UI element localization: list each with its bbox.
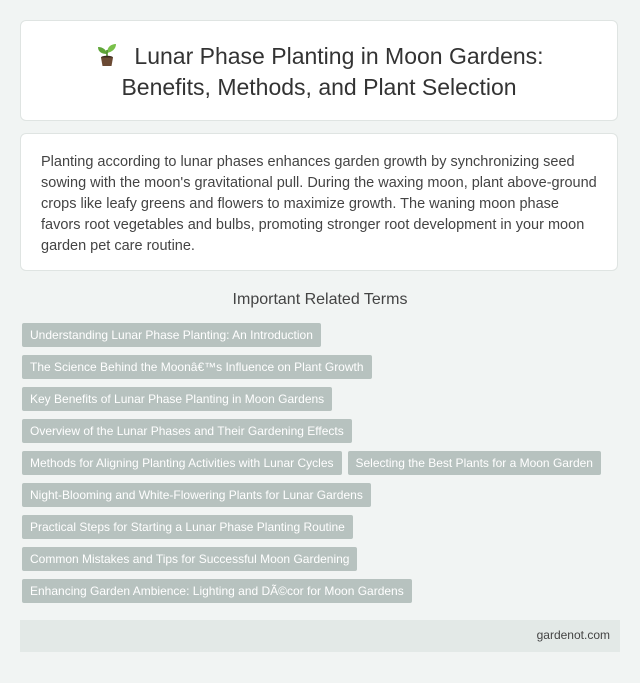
related-term-tag[interactable]: Enhancing Garden Ambience: Lighting and DÃ©cor for Moon Gardens — [22, 579, 412, 603]
page-title — [21, 41, 617, 103]
seedling-in-pot-icon — [94, 41, 120, 67]
summary-card — [20, 133, 618, 271]
summary-text: Planting according to lunar phases enhances garden growth by synchronizing seed sowing with the moon's gravitational pull. During the waxing moon, plant above-ground crops like leafy greens and flowers to maximize growth. The waning moon phase favors root vegetables and bulbs, promoting stronger root development in your moon garden pet care routine. — [41, 154, 597, 254]
title-line-1: Lunar Phase Planting in Moon Gardens: — [134, 43, 544, 69]
footer-site-link[interactable]: gardenot.com — [536, 628, 610, 642]
related-term-tag[interactable]: Methods for Aligning Planting Activities with Lunar Cycles — [22, 451, 342, 475]
related-term-tag[interactable]: Practical Steps for Starting a Lunar Phase Planting Routine — [22, 515, 353, 539]
title-card — [20, 20, 618, 121]
footer — [20, 620, 620, 652]
related-terms-list — [22, 323, 622, 611]
related-term-tag[interactable]: Common Mistakes and Tips for Successful Moon Gardening — [22, 547, 357, 571]
related-term-tag[interactable]: The Science Behind the Moonâ€™s Influence on Plant Growth — [22, 355, 372, 379]
title-line-2: Benefits, Methods, and Plant Selection — [121, 74, 517, 100]
related-term-tag[interactable]: Key Benefits of Lunar Phase Planting in Moon Gardens — [22, 387, 332, 411]
related-term-tag[interactable]: Selecting the Best Plants for a Moon Garden — [348, 451, 601, 475]
related-terms-heading: Important Related Terms — [232, 291, 408, 308]
related-term-tag[interactable]: Overview of the Lunar Phases and Their Gardening Effects — [22, 419, 352, 443]
related-term-tag[interactable]: Understanding Lunar Phase Planting: An Introduction — [22, 323, 321, 347]
related-term-tag[interactable]: Night-Blooming and White-Flowering Plants for Lunar Gardens — [22, 483, 371, 507]
